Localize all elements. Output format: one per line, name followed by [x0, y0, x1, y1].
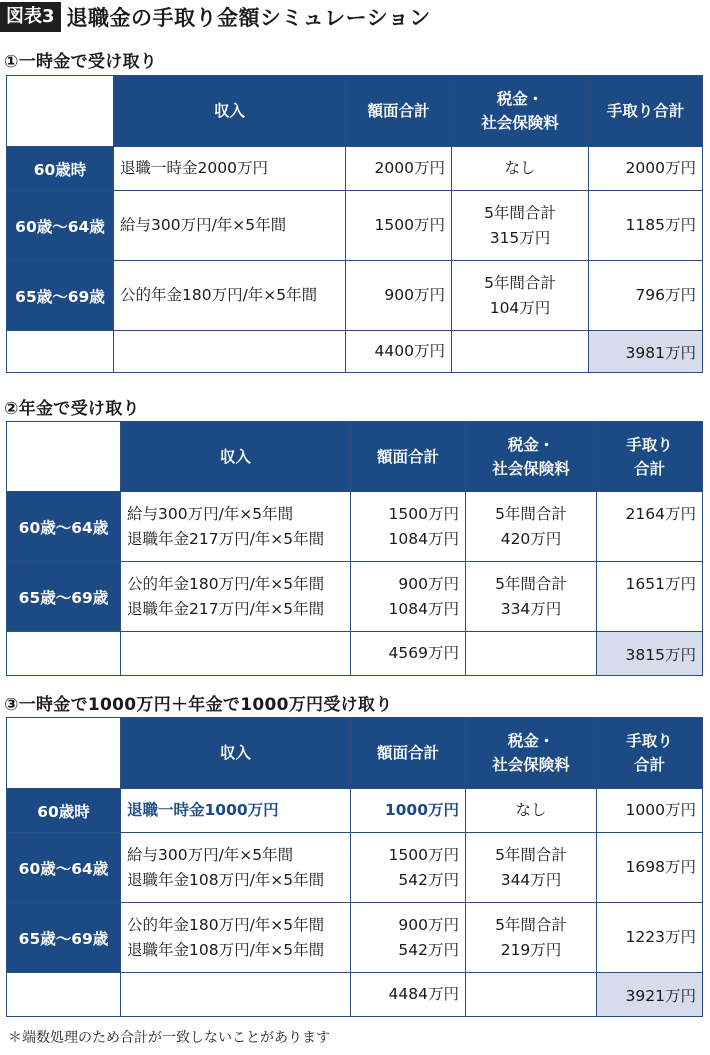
income-cell: 給与300万円/年×5年間 退職年金217万円/年×5年間 [121, 492, 351, 562]
table-row [7, 833, 703, 903]
tax-cell: 5年間合計 104万円 [452, 261, 589, 331]
header-tax: 税金・ 社会保険料 [452, 76, 589, 147]
table-row [7, 147, 703, 191]
section2-title: ②年金で受け取り [4, 399, 140, 419]
income-cell: 公的年金180万円/年×5年間 [114, 261, 346, 331]
blank-cell [452, 331, 589, 373]
gross-cell: 2000万円 [346, 147, 452, 191]
income-cell: 退職一時金1000万円 [121, 789, 351, 833]
tax-cell: 5年間合計 334万円 [466, 562, 597, 632]
income-cell: 公的年金180万円/年×5年間 退職年金108万円/年×5年間 [121, 903, 351, 973]
blank-cell [7, 331, 114, 373]
gross-cell: 1500万円 [346, 191, 452, 261]
gross-cell: 900万円 [346, 261, 452, 331]
total-gross: 4484万円 [351, 973, 466, 1017]
blank-cell [114, 331, 346, 373]
row-age: 65歳〜69歳 [7, 903, 121, 973]
table-header-row [7, 422, 703, 492]
table-row [7, 492, 703, 562]
total-row [7, 331, 703, 373]
row-age: 60歳〜64歳 [7, 833, 121, 903]
row-age: 65歳〜69歳 [7, 562, 121, 632]
income-cell: 給与300万円/年×5年間 退職年金108万円/年×5年間 [121, 833, 351, 903]
row-age: 60歳時 [7, 789, 121, 833]
section1-table [6, 75, 703, 373]
total-take: 3981万円 [589, 331, 703, 373]
table-row [7, 789, 703, 833]
take-cell: 1223万円 [597, 903, 703, 973]
blank-cell [7, 632, 121, 676]
total-take: 3815万円 [597, 632, 703, 676]
section3-title: ③一時金で1000万円＋年金で1000万円受け取り [4, 695, 393, 715]
header-income: 収入 [121, 718, 351, 789]
tax-cell: 5年間合計 420万円 [466, 492, 597, 562]
take-cell: 1698万円 [597, 833, 703, 903]
total-row [7, 632, 703, 676]
income-cell: 退職一時金2000万円 [114, 147, 346, 191]
tax-cell: なし [452, 147, 589, 191]
take-cell: 1651万円 [597, 562, 703, 632]
table-row [7, 903, 703, 973]
gross-cell: 1500万円 1084万円 [351, 492, 466, 562]
row-age: 65歳〜69歳 [7, 261, 114, 331]
income-cell: 給与300万円/年×5年間 [114, 191, 346, 261]
take-cell: 2164万円 [597, 492, 703, 562]
header-income: 収入 [114, 76, 346, 147]
take-cell: 1185万円 [589, 191, 703, 261]
header-take: 手取り 合計 [597, 422, 703, 492]
table-row [7, 191, 703, 261]
total-gross: 4569万円 [351, 632, 466, 676]
tax-cell: なし [466, 789, 597, 833]
header-gross: 額面合計 [351, 422, 466, 492]
blank-cell [466, 632, 597, 676]
corner-cell [7, 422, 121, 492]
total-row [7, 973, 703, 1017]
blank-cell [7, 973, 121, 1017]
gross-cell: 900万円 542万円 [351, 903, 466, 973]
blank-cell [121, 632, 351, 676]
total-gross: 4400万円 [346, 331, 452, 373]
table-row [7, 562, 703, 632]
section3-table [6, 717, 703, 1017]
header-take: 手取り合計 [589, 76, 703, 147]
figure-tag: 図表3 [0, 2, 61, 32]
income-cell: 公的年金180万円/年×5年間 退職年金217万円/年×5年間 [121, 562, 351, 632]
gross-cell: 1000万円 [351, 789, 466, 833]
gross-cell: 1500万円 542万円 [351, 833, 466, 903]
row-age: 60歳〜64歳 [7, 492, 121, 562]
gross-cell: 900万円 1084万円 [351, 562, 466, 632]
total-take: 3921万円 [597, 973, 703, 1017]
corner-cell [7, 76, 114, 147]
blank-cell [121, 973, 351, 1017]
section1-title: ①一時金で受け取り [4, 52, 158, 72]
row-age: 60歳時 [7, 147, 114, 191]
header-tax: 税金・ 社会保険料 [466, 422, 597, 492]
tax-cell: 5年間合計 219万円 [466, 903, 597, 973]
section2-table [6, 421, 703, 676]
header-take: 手取り 合計 [597, 718, 703, 789]
header-gross: 額面合計 [346, 76, 452, 147]
take-cell: 2000万円 [589, 147, 703, 191]
table-header-row [7, 718, 703, 789]
header-gross: 額面合計 [351, 718, 466, 789]
tax-cell: 5年間合計 315万円 [452, 191, 589, 261]
table-header-row [7, 76, 703, 147]
blank-cell [466, 973, 597, 1017]
take-cell: 796万円 [589, 261, 703, 331]
take-cell: 1000万円 [597, 789, 703, 833]
row-age: 60歳〜64歳 [7, 191, 114, 261]
header-income: 収入 [121, 422, 351, 492]
footnote: ＊端数処理のため合計が一致しないことがあります [8, 1030, 330, 1046]
figure-header [0, 0, 431, 34]
header-tax: 税金・ 社会保険料 [466, 718, 597, 789]
table-row [7, 261, 703, 331]
corner-cell [7, 718, 121, 789]
figure-title: 退職金の手取り金額シミュレーション [66, 6, 431, 30]
tax-cell: 5年間合計 344万円 [466, 833, 597, 903]
